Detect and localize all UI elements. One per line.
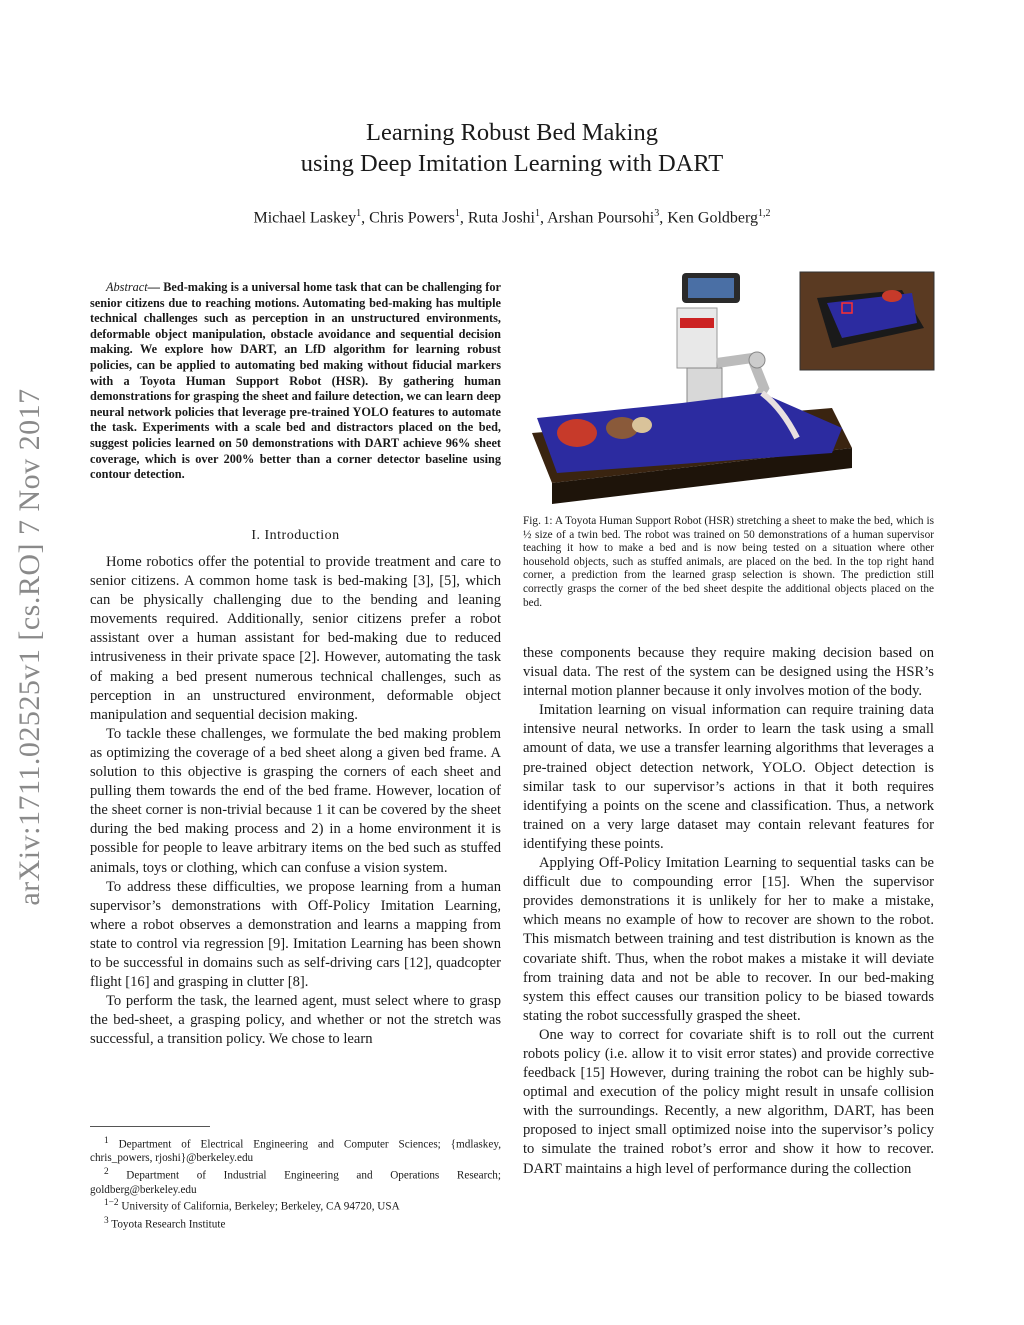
figure-robot-bed-photo (532, 268, 936, 504)
author-affiliation: 1 (535, 208, 540, 219)
footnote-rule (90, 1126, 210, 1127)
figure-caption: Fig. 1: A Toyota Human Support Robot (HSR) stretching a sheet to make the bed, which is ½ size of a twin bed. The robot was trained on 50 demonstrations of a human supervisor teaching it how to make a bed and is now being tested on a situation where other household objects, such as stuffed animals, are placed on the bed. In the top right hand corner, a prediction from the learned grasp selection is shown. The prediction still correctly grasps the corner of the bed sheet despite the additional objects placed on the bed. (523, 515, 934, 609)
footnote (90, 1215, 501, 1232)
footnote-text: Department of Electrical Engineering and Computer Sciences; {mdlaskey, chris_powers, rjoshi}@berkeley.edu (90, 1138, 501, 1165)
footnote-text: Department of Industrial Engineering and Operations Research; goldberg@berkeley.edu (90, 1169, 502, 1196)
author-name: Ruta Joshi (467, 209, 535, 227)
paragraph: To perform the task, the learned agent, must select where to grasp the bed-sheet, a grasping policy, and whether or not the stretch was successful, a transition policy. We chose to learn (90, 993, 501, 1048)
author-affiliation: 1,2 (758, 208, 771, 219)
title-line-1: Learning Robust Bed Making (366, 119, 658, 146)
robot-bed-illustration (532, 268, 936, 504)
author-name: Michael Laskey (253, 209, 357, 227)
footnote-mark: 1−2 (104, 1198, 119, 1209)
paragraph: Applying Off-Policy Imitation Learning to sequential tasks can be difficult due to compounding error [15]. When the supervisor provides demonstrations it is unlikely for her to make a mistake, which means no example of how to recover are shown to the robot. This mismatch between training and test distribution is known as the covariate shift. Thus, when the robot makes a mistake it will deviate from training data and not be able to recover. In our bed-making system this effect causes our transition policy to be biased towards stating the robot successfully grasped the sheet. (523, 855, 934, 1024)
paragraph: To tackle these challenges, we formulate the bed making problem as optimizing the coverage of a bed sheet along a given bed frame. A solution to this objective is grasping the corners of each sheet and pulling them towards the end of the bed frame. However, location of the sheet corner is non-trivial because 1 it can be covered by the sheet during the bed making process and 2) in a home environment it is possible for people to leave arbitrary items on the bed such as stuffed animals, toys or clothing, which can confuse a vision system. (90, 725, 501, 876)
paragraph: To address these difficulties, we propose learning from a human supervisor’s demonstrations with Off-Policy Imitation Learning, where a robot observes a demonstration and learns a mapping from state to control via regression [9]. Imitation Learning has been shown to be successful in domains such as self-driving cars [12], quadcopter flight [16] and grasping in clutter [8]. (90, 878, 501, 991)
author-name: Arshan Poursohi (547, 209, 655, 227)
right-column-body (523, 644, 934, 1179)
section-heading-introduction: I. Introduction (251, 528, 340, 543)
footnote-mark: 2 (104, 1167, 109, 1178)
intro-body (90, 553, 501, 1049)
footnote-mark: 3 (104, 1215, 109, 1226)
author-affiliation: 3 (654, 208, 660, 219)
footnote-text: Toyota Research Institute (111, 1218, 226, 1231)
footnote-mark: 1 (104, 1136, 109, 1146)
title-line-2: using Deep Imitation Learning with DART (300, 150, 724, 177)
stuffed-animal (557, 419, 597, 447)
author-affiliation: 1 (454, 208, 460, 219)
footnote-text: University of California, Berkeley; Berkeley, CA 94720, USA (121, 1201, 400, 1214)
footnote (90, 1197, 501, 1214)
paragraph: One way to correct for covariate shift is to roll out the current robots policy (i.e. allow it to visit error states) and provide corrective feedback [15] However, during training the robot can be highly sub-optimal and execution of the policy might result in unsafe collision with the surroundings. Recently, a new algorithm, DART, has been proposed to inject small optimized noise into the supervisor’s policy to simulate the trained robot’s error and show it how to recover. DART maintains a high level of performance during the collection (523, 1026, 934, 1177)
footnotes (90, 1135, 501, 1232)
footnote (90, 1135, 501, 1166)
abstract-text: — Bed-making is a universal home task that can be challenging for senior citizens due to reaching motions. Automating bed-making has multiple technical challenges such as perception in an unstructured environments, deformable object manipulation, obstacle avoidance and sequential decision making. We explore how DART, an LfD algorithm for learning robust policies, can be applied to automating bed making without fiducial markers with a Toyota Human Support Robot (HSR). By gathering human demonstrations for grasping the sheet and failure detection, we can learn deep neural network policies that leverage pre-trained YOLO features to automate the task. Experiments with a scale bed and distractors placed on the bed, suggest policies learned on 50 demonstrations with DART achieve 96% sheet coverage, which is over 200% better than a corner detector baseline using contour detection. (90, 280, 501, 482)
abstract (90, 280, 501, 483)
abstract-label: Abstract (106, 280, 148, 294)
paragraph: Imitation learning on visual information can require training data intensive neural networks. In order to learn the task using a small amount of data, we use a transfer learning algorithms that leverages a pre-trained object detection network, YOLO. Object detection is similar task to our supervisor’s actions in that it both requires identifying a points on the scene and classification. Thus, a network trained on a very large dataset may contain relevant features for identifying these points. (523, 702, 934, 852)
author-name: Chris Powers (369, 209, 455, 227)
paragraph: Home robotics offer the potential to provide treatment and care to senior citizens. A common home task is bed-making [3], [5], which can be physically challenging due to the bending and leaning movements required. Additionally, senior citizens prefer a robot assistant over a human assistant for bed-making due to reduced intrusiveness in their private space [2]. However, automating the task of making a bed present numerous technical challenges, such as perception in an unstructured environment, deformable object manipulation and sequential decision making. (90, 554, 501, 723)
paper-title (0, 117, 1024, 179)
footnote (90, 1166, 501, 1197)
arxiv-stamp: arXiv:1711.02525v1 [cs.RO] 7 Nov 2017 (13, 388, 46, 906)
paragraph: these components because they require making decision based on visual data. The rest of the system can be designed using the HSR’s internal motion planner because it only involves motion of the body. (523, 645, 934, 700)
author-list: Michael Laskey$^1$, Chris Powers$^1$, Ruta Joshi$^1$, Arshan Poursohi$^3$, Ken Goldberg$^{1,2}$ (253, 208, 771, 227)
author-affiliation: 1 (356, 208, 362, 219)
author-name: Ken Goldberg (667, 209, 759, 227)
